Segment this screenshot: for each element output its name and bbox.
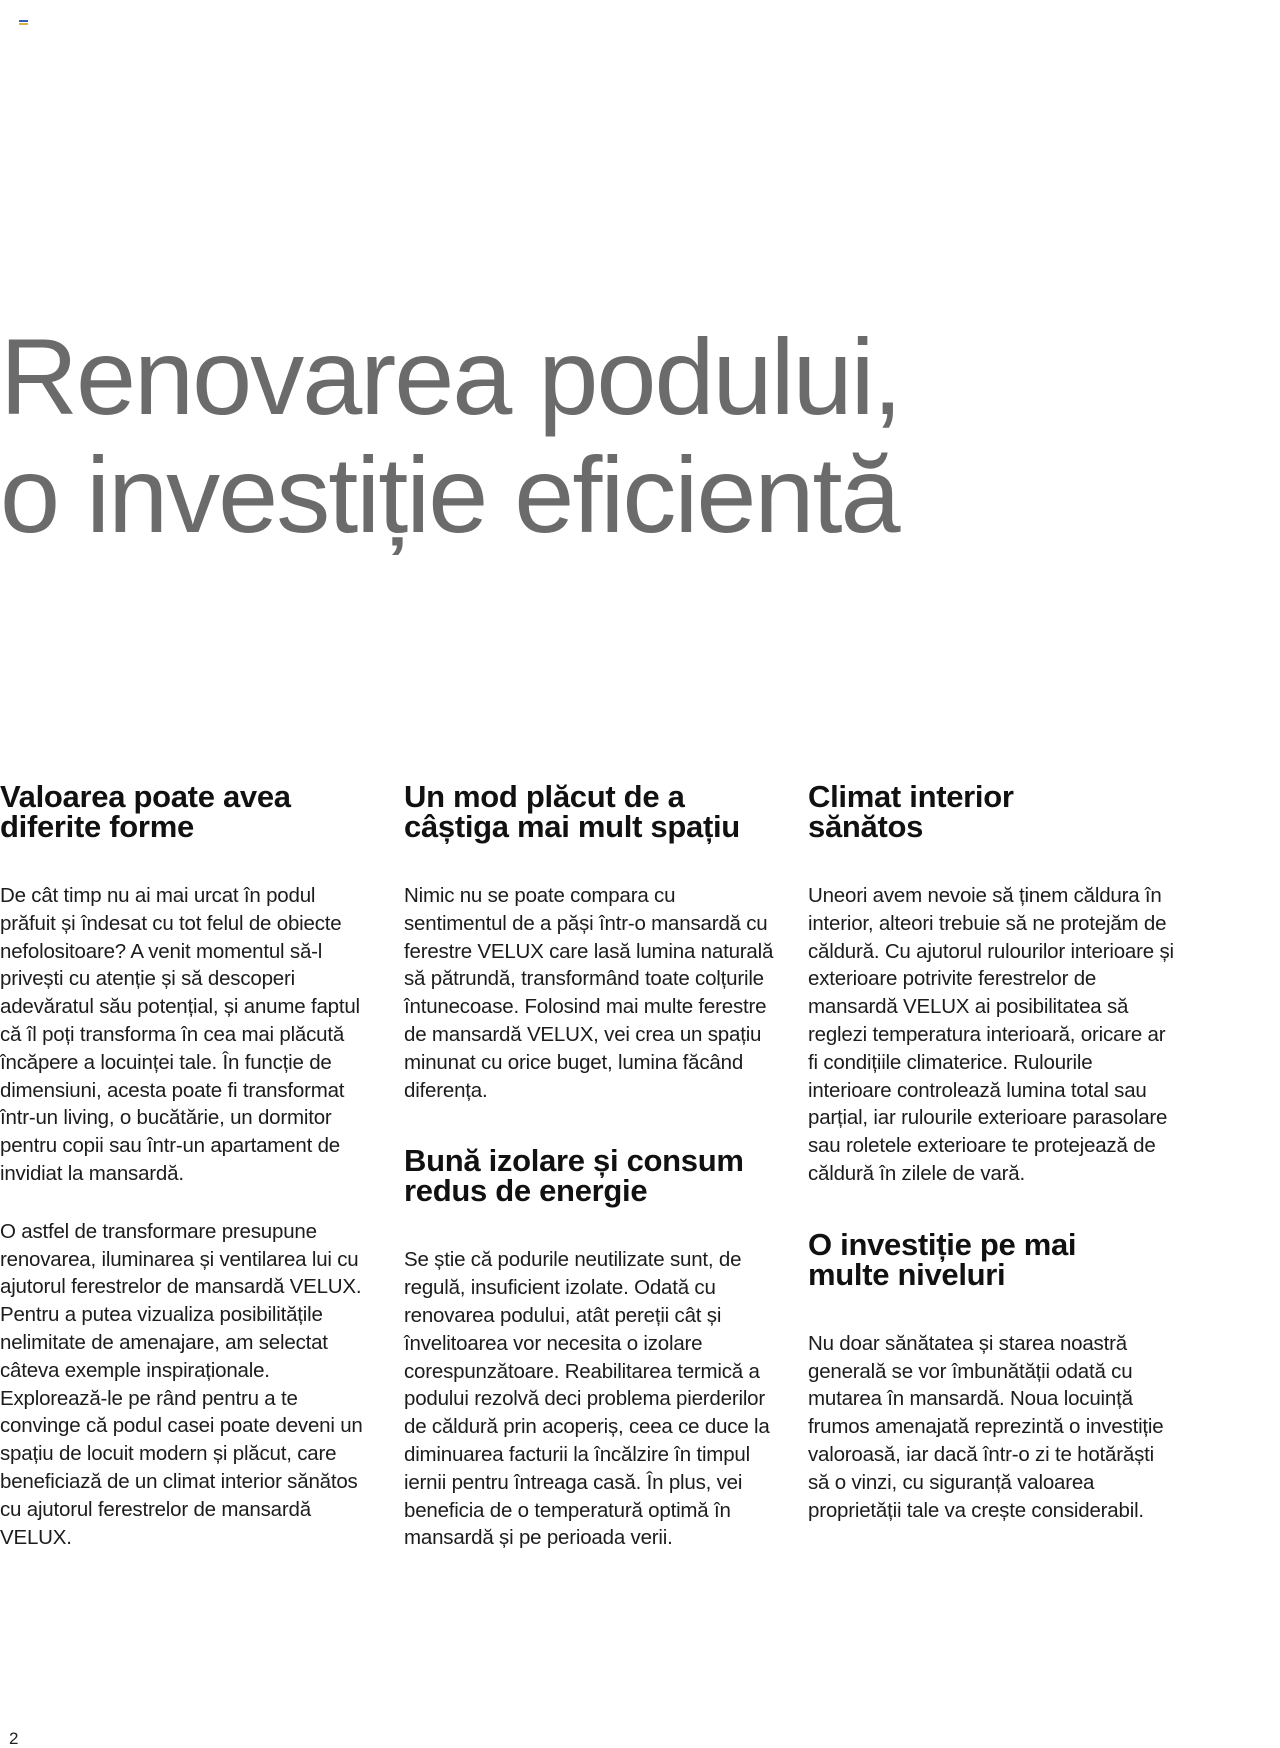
section-heading	[808, 1226, 1180, 1292]
column-value-forms	[0, 779, 372, 1581]
section-heading-line: câștiga mai mult spațiu	[404, 809, 740, 844]
section-heading	[404, 1143, 776, 1209]
menu-icon-line	[19, 20, 28, 22]
page-number: 2	[9, 1729, 19, 1748]
body-paragraph: Se știe că podurile neutilizate sunt, de regulă, insuficient izolate. Odată cu renovarea podului, atât pereții cât și învelitoarea vor necesita o izolare corespunzătoare. Reabilitarea termică a podului rezolvă deci problema pierderilor de căldură prin acoperiș, ceea ce duce la diminuarea facturii la încălzire în timpul iernii pentru întreaga casă. În plus, vei beneficia de o temperatură optimă în mansardă și pe perioada verii.	[404, 1248, 770, 1550]
body-paragraph: De cât timp nu ai mai urcat în podul prăfuit și îndesat cu tot felul de obiecte nefolositoare? A venit momentul să-l privești cu atenție și să descoperi adevăratul său potențial, și anume faptul că îl poți transforma în cea mai plăcută încăpere a locuinței tale. În funcție de dimensiuni, acesta poate fi transformat într-un living, o bucătărie, un dormitor pentru copii sau într-un apartament de invidiat la mansardă.	[0, 884, 360, 1185]
body-paragraph: Nimic nu se poate compara cu sentimentul de a păși într-o mansardă cu ferestre VELUX care lasă lumina naturală să pătrundă, transformând toate colțurile întunecoase. Folosind mai multe ferestre de mansardă VELUX, vei crea un spațiu minunat cu orice buget, lumina făcând diferența.	[404, 884, 774, 1102]
page-title	[0, 318, 901, 554]
section-heading-line: sănătos	[808, 809, 924, 844]
section-heading-line: Un mod plăcut de a	[404, 779, 685, 814]
body-paragraph: O astfel de transformare presupune renovarea, iluminarea și ventilarea lui cu ajutorul ferestrelor de mansardă VELUX. Pentru a putea vizualiza posibilitățile nelimitate de amenajare, am selectat câteva exemple inspiraționale. Explorează-le pe rând pentru a te convinge că podul casei poate deveni un spațiu de locuit modern și plăcut, care beneficiază de un climat interior sănătos cu ajutorul ferestrelor de mansardă VELUX.	[0, 1219, 363, 1549]
menu-icon-line	[19, 23, 28, 25]
section-heading	[808, 779, 1180, 844]
menu-icon[interactable]	[19, 20, 28, 27]
section-heading-line: Climat interior	[808, 779, 1014, 814]
body-paragraph: Nu doar sănătatea și starea noastră generală se vor îmbunătății odată cu mutarea în mansardă. Noua locuință frumos amenajată reprezintă o investiție valoroasă, iar dacă într-o zi te hotărăști să o vinzi, cu siguranță valoarea proprietății tale va crește considerabil.	[808, 1331, 1164, 1522]
column-more-space	[404, 779, 776, 1582]
page-title-line-1: Renovarea podului,	[0, 316, 901, 437]
section-heading-line: diferite forme	[0, 809, 194, 844]
section-heading-line: O investiție pe mai	[808, 1226, 1077, 1262]
section-heading-line: multe niveluri	[808, 1256, 1006, 1292]
section-heading-line: redus de energie	[404, 1173, 648, 1209]
section-heading	[404, 779, 776, 844]
section-heading	[0, 779, 372, 844]
page-title-line-2: o investiție eficientă	[0, 434, 899, 555]
column-healthy-climate	[808, 779, 1180, 1554]
section-heading-line: Valoarea poate avea	[0, 779, 291, 814]
section-heading-line: Bună izolare și consum	[404, 1143, 744, 1179]
body-paragraph: Uneori avem nevoie să ținem căldura în interior, alteori trebuie să ne protejăm de căldură. Cu ajutorul rulourilor interioare și exterioare potrivite ferestrelor de mansardă VELUX ai posibilitatea să reglezi temperatura interioară, oricare ar fi condițiile climaterice. Rulourile interioare controlează lumina total sau parțial, iar rulourile exterioare parasolare sau roletele exterioare te protejează de căldură în zilele de vară.	[808, 884, 1174, 1185]
